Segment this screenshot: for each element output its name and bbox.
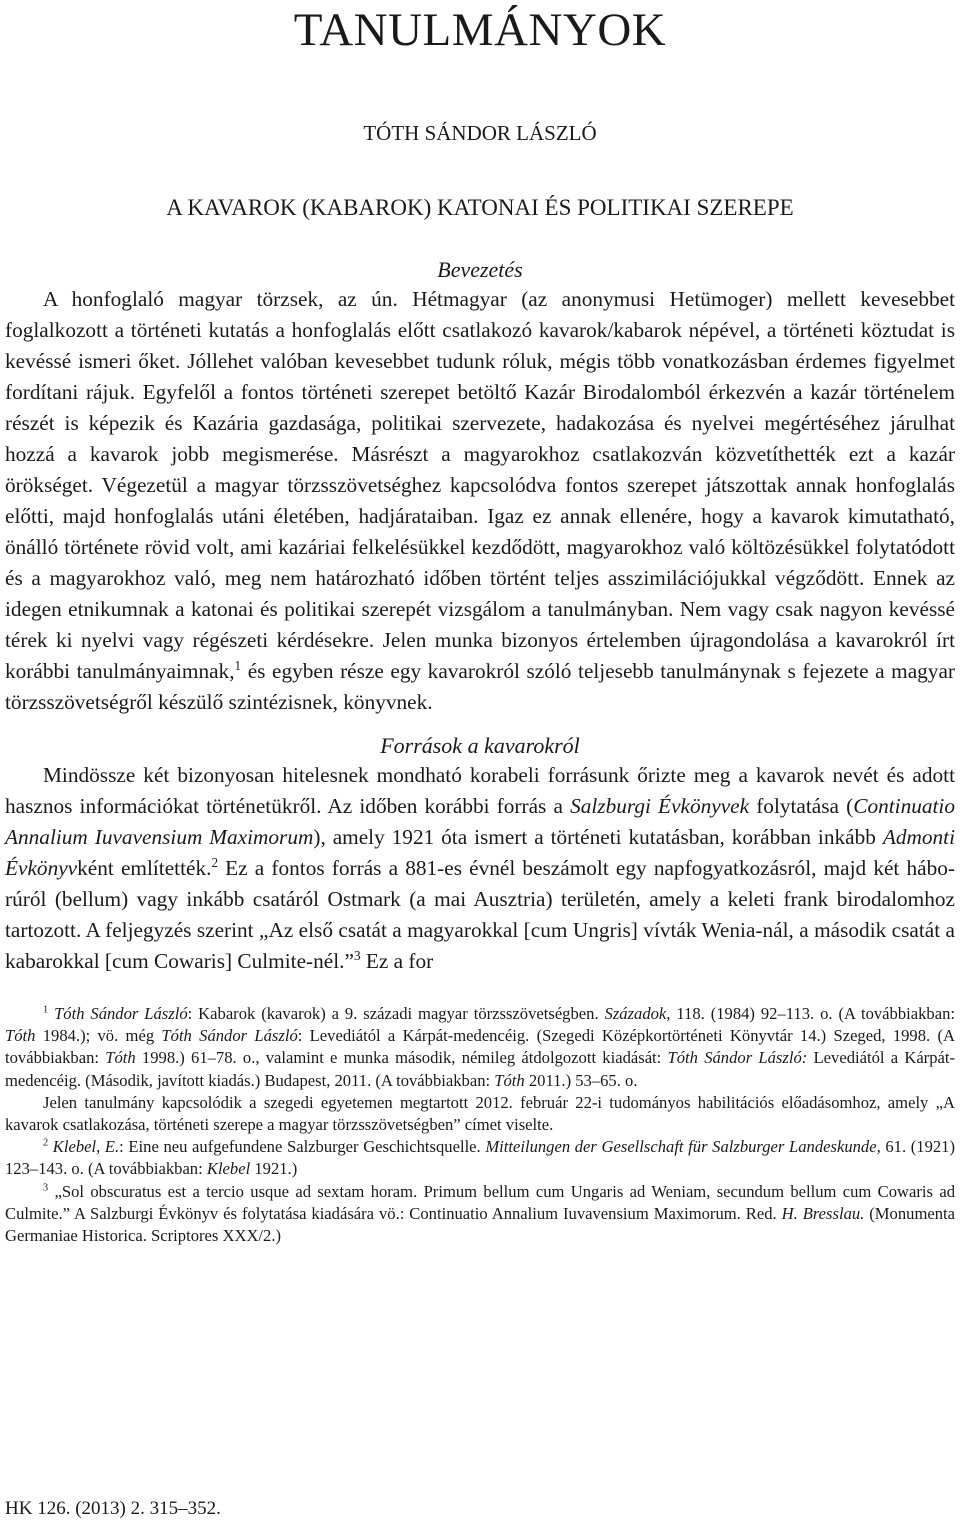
footnote-2: [5, 1136, 955, 1180]
italic-author: Klebel, E.: [52, 1137, 120, 1157]
footnote-text: „Sol obscuratus est a tercio usque ad sextam horam. Primum bellum cum Ungaris ad Weniam, secundum bellum cum Cowaris ad Culmite.” A Salzburgi Évkönyv és folytatása kiadására vö.: Continuatio Annalium Iuvavensium Maximorum. Red.: [5, 1181, 955, 1223]
italic-title: Salzburgi Évkönyvek: [570, 794, 750, 818]
italic-title: Continuatio Annalium Iuvavensium Maximorum: [5, 794, 955, 849]
italic-author: Tóth: [105, 1048, 136, 1068]
section-heading-sources: Források a kavarokról: [380, 733, 580, 758]
footnote-number: 2: [43, 1137, 49, 1149]
footnote-text: : Levediától a Kárpát-medencéig. (Szegedi Középkortörténeti Könyvtár 14.) Szeged, 1998. (A továbbiakban:: [5, 1026, 955, 1068]
footnote-text: 61. (1921) 123–143. o. (A továbbiakban:: [5, 1137, 955, 1179]
italic-author: Tóth: [494, 1070, 525, 1090]
footnotes: [5, 1003, 955, 1247]
journal-section-title: TANULMÁNYOK: [293, 4, 667, 56]
footnote-text: 1984.); vö. még: [35, 1026, 162, 1046]
footnote-text: : Eine neu aufgefundene Salzburger Geschichtsquelle.: [119, 1137, 486, 1157]
italic-title: Admonti Évkönyv: [5, 825, 955, 880]
footnote-ref[interactable]: 3: [353, 947, 361, 963]
article-title: A KAVAROK (KABAROK) KATONAI ÉS POLITIKAI SZEREPE: [166, 195, 794, 220]
footnote-text: Levediától a Kárpát-medencéig. (Második, javított kiadás.) Budapest, 2011. (A továbbiakban:: [5, 1048, 956, 1090]
italic-journal: Századok,: [604, 1004, 671, 1023]
footnote-ref[interactable]: 1: [234, 657, 242, 673]
footnote-1-continued: Jelen tanulmány kapcsolódik a szegedi egyetemen megtartott 2012. február 22-i tudományos habilitációs előadásomhoz, amely „A kavarok csatlakozása, történeti szerepe a magyar törzsszövetségben” címet viselte.: [5, 1092, 955, 1135]
section-heading-introduction: Bevezetés: [437, 257, 523, 282]
footnote-3: [5, 1181, 955, 1248]
italic-author: Tóth Sándor László: [161, 1026, 298, 1046]
body-paragraph-introduction: [5, 284, 955, 718]
paragraph-text: A honfoglaló magyar törzsek, az ún. Hétmagyar (az anonymusi Hetümoger) mellett kevesebbet foglalkozott a történeti kutatás a honfoglalás előtt csatlakozó kavarok/kabarok népével, a történeti köztudat is kevéssé ismeri őket. Jóllehet valóban kevesebbet tudunk róluk, mégis több vonatkozásban érdemes figyelmet fordítani rájuk. Egyfelől a fontos történeti szerepet betöltő Kazár Birodalomból érkezvén a kazár történelem részét is képezik és Kazária gazdasága, politikai szervezete, hadakozása és nyelvei megértéséhez járulhat hozzá a kavarok jobb megismerése. Másrészt a magyarokhoz csatlakozván közvetíthették ezt a kazár örökséget. Végezetül a magyar törzsszövetséghez kapcsolódva fontos szerepet játszottak annak honfoglalás előtti, majd honfoglalás utáni életében, hadjárataiban. Igaz ez annak ellenére, hogy a kavarok kimutatható, önálló története rövid volt, ami kazáriai felkelésükkel kezdődött, magyarokhoz való költözésükkel folytatódott és a magyarokhoz való, meg nem határozható időben történt teljes asszimilációjukkal végződött. Ennek az idegen etnikumnak a katonai és politikai szerepét vizsgálom a tanulmányban. Nem vagy csak nagyon kevéssé térek ki nyelvi vagy régészeti kérdésekre. Jelen munka bizonyos értelemben újragondolása a kavarokról írt korábbi tanulmányaimnak,: [5, 287, 955, 683]
paragraph-text: folytatása (: [749, 794, 854, 818]
paragraph-text: Mindössze két bizonyosan hitelesnek mondható korabeli forrásunk őrizte meg a kavarok nevét és adott hasznos információkat történetükről. Az időben korábbi forrás a: [5, 763, 955, 818]
italic-author: Tóth: [5, 1026, 36, 1046]
paragraph-text: ként említették.: [77, 856, 212, 880]
italic-author: Klebel: [206, 1159, 251, 1179]
italic-author: Tóth Sándor László: [54, 1004, 188, 1023]
footnote-number: 3: [43, 1182, 49, 1194]
body-paragraph-sources: [5, 760, 955, 977]
footnote-text: 2011.) 53–65. o.: [524, 1070, 638, 1090]
footnote-1: [5, 1003, 955, 1092]
footnote-text: : Kabarok (kavarok) a 9. századi magyar törzsszövetségben.: [187, 1004, 605, 1023]
page: [5, 0, 955, 1247]
footnote-text: 1921.): [250, 1159, 298, 1179]
footnote-text: 118. (1984) 92–113. o. (A továbbiakban:: [670, 1004, 955, 1023]
paragraph-text: Ez a for: [360, 949, 434, 973]
footnote-text: (Monumenta Germaniae Historica. Scriptores XXX/2.): [5, 1203, 955, 1246]
author-name: TÓTH SÁNDOR LÁSZLÓ: [363, 121, 597, 145]
italic-editor: H. Bresslau.: [781, 1203, 865, 1223]
italic-author: Tóth Sándor László:: [667, 1048, 808, 1068]
journal-citation: HK 126. (2013) 2. 315–352.: [5, 1498, 221, 1519]
footnote-text: 1998.) 61–78. o., valamint e munka második, némileg átdolgozott kiadását:: [135, 1048, 668, 1068]
paragraph-text: ), amely 1921 óta ismert a történeti kutatásban, korábban inkább: [313, 825, 883, 849]
footnote-number: 1: [43, 1004, 49, 1016]
paragraph-text: és egyben része egy kavarokról szóló teljesebb tanulmánynak s fejezete a magyar törzsszövetségről készülő szintézisnek, könyvnek.: [5, 659, 955, 714]
italic-journal: Mitteilungen der Gesellschaft für Salzburger Landeskunde,: [485, 1137, 881, 1157]
paragraph-text: Ez a fontos forrás a 881-es évnél beszámolt egy napfogyatkozásról, majd két háborúról (bellum) vagy inkább csatáról Ostmark (a mai Ausztria) területén, amely a keleti frank birodalomhoz tartozott. A feljegyzés szerint „Az első csatát a magyarokkal [cum Ungris] vívták Wenia-nál, a második csatát a kabarokkal [cum Cowaris] Culmite-nél.”: [5, 856, 955, 973]
footnote-ref[interactable]: 2: [211, 854, 219, 870]
